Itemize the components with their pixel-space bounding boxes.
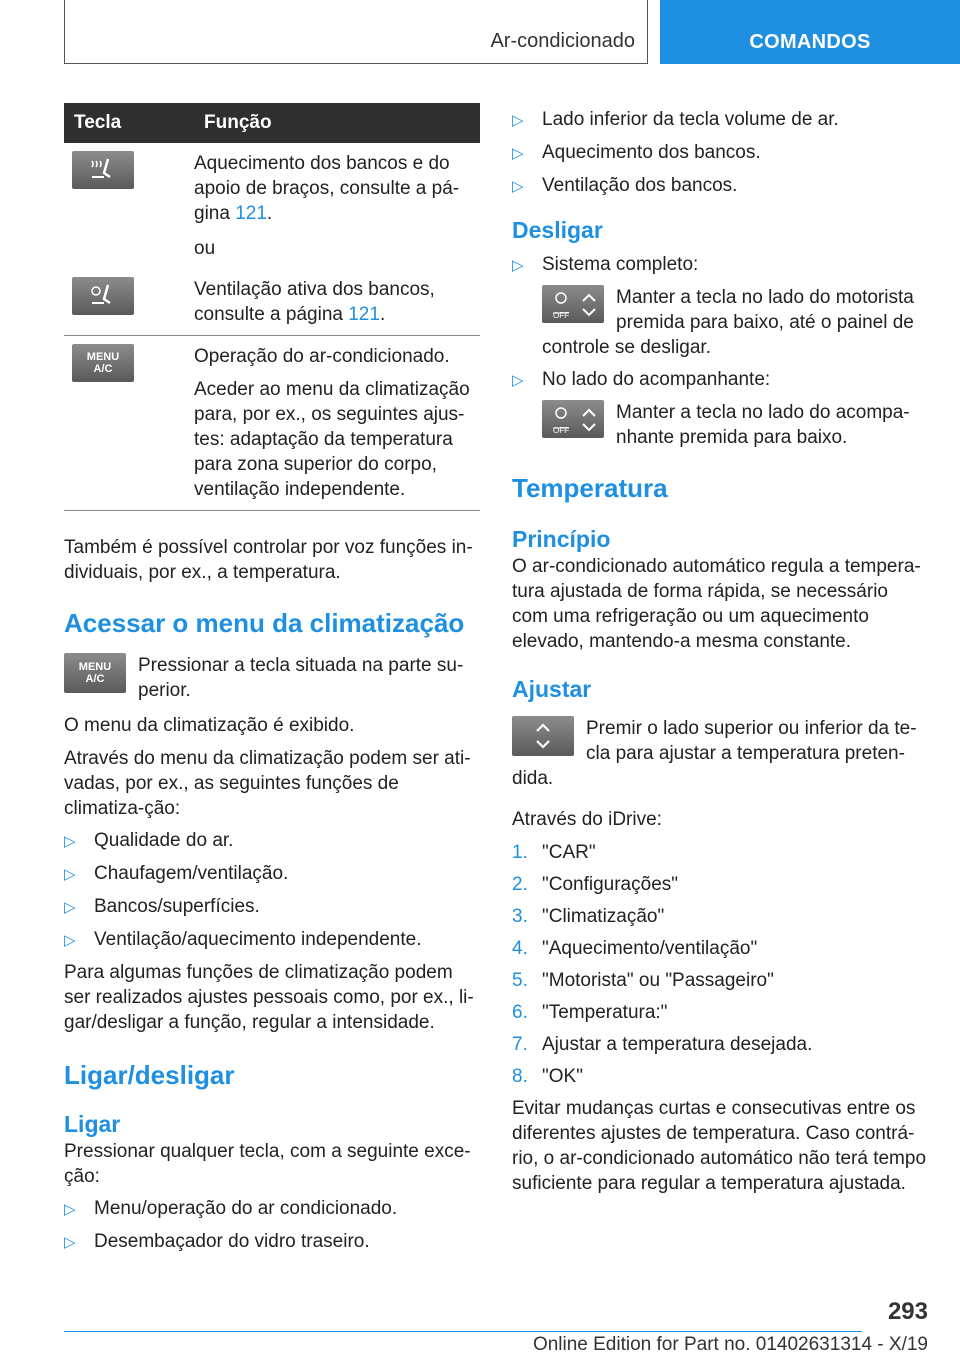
list-item: ▷ Ventilação dos bancos. [512,175,738,196]
menu-shown-text: O menu da climatização é exibido. [64,715,355,736]
page-number: 293 [887,1298,928,1325]
list-item: ▷ Sistema completo: [512,254,699,275]
seat-ventilation-key-icon [72,277,134,315]
ac-operation-text: Operação do ar-condicionado. [194,346,450,367]
menu-ac-key-icon: MENU A/C [72,344,134,382]
seat-ventilation-text: Ventilação ativa dos bancos, consulte a página 121. [194,279,435,325]
or-text: ou [194,238,216,259]
page-link-121[interactable]: 121 [235,203,267,224]
on-text: Pressionar qualquer tecla, com a seguinte exce-ção: [64,1141,471,1187]
ac-menu-text: Aceder ao menu da climatização para, por ex., os seguintes ajus-tes: adaptação da temperatura para zona superior do corpo, ventilação independente. [194,379,470,500]
header-section-title: Ar-condicionado [490,30,635,52]
header-section-box [64,0,648,64]
list-item: ▷ Chaufagem/ventilação. [64,863,289,884]
list-item: 4. "Aquecimento/ventilação" [512,938,758,959]
heading-adjust: Ajustar [512,676,592,702]
menu-functions-list [64,828,480,953]
system-off-instruction: OFF Manter a tecla no lado do motorista premida para baixo, até o painel de controle se desligar. [542,287,914,358]
svg-text:OFF: OFF [553,311,569,320]
avoid-changes-text: Evitar mudanças curtas e consecutivas entre os diferentes ajustes de temperatura. Caso contrá-rio, o ar-condicionado automático não terá tempo suficiente para regular a temperatura ajustada. [512,1098,927,1194]
list-item: 1. "CAR" [512,842,596,863]
menu-key-instruction: MENU A/C Pressionar a tecla situada na parte su-perior. [64,653,480,703]
heading-temperature: Temperatura [512,473,668,503]
idrive-steps-list [512,840,928,1089]
temperature-up-down-key-icon [512,716,574,756]
heading-off: Desligar [512,217,603,243]
heading-on: Ligar [64,1111,121,1137]
list-item: 5. "Motorista" ou "Passageiro" [512,970,774,991]
right-column [512,100,928,1196]
adjust-instruction: Premir o lado superior ou inferior da te-cla para ajustar a temperatura preten-dida. [512,718,917,789]
header-tab[interactable]: COMANDOS [660,0,960,64]
list-item: ▷ Bancos/superfícies. [64,896,260,917]
footer-edition: Online Edition for Part no. 01402631314 - X/19 [532,1334,928,1355]
heading-principle: Princípio [512,526,611,552]
seat-heating-text: Aquecimento dos bancos e do apoio de braços, consulte a pá-gina 121. [194,153,460,224]
list-item: 7. Ajustar a temperatura desejada. [512,1034,813,1055]
principle-text: O ar-condicionado automático regula a tempera-tura ajustada de forma rápida, se necessário com uma refrigeração ou um aquecimento elevado, mantendo-a mesma constante. [512,556,921,652]
list-item: 8. "OK" [512,1066,583,1087]
seat-heating-key-icon [72,151,134,189]
table-header-function: Função [194,103,480,143]
list-item: ▷ Menu/operação do ar condicionado. [64,1198,398,1219]
list-item: ▷ Desembaçador do vidro traseiro. [64,1231,370,1252]
fan-off-key-icon-2 [542,400,604,438]
svg-text:OFF: OFF [553,426,569,435]
menu-functions-text: Através do menu da climatização podem ser ati-vadas, por ex., as seguintes funções de climatiza-ção: [64,748,471,819]
left-column [64,103,480,1262]
list-item: 3. "Climatização" [512,906,665,927]
footer-divider [64,1331,862,1332]
passenger-off-instruction: OFF Manter a tecla no lado do acompa-nhante premida para baixo. [512,400,928,450]
page-link-121b[interactable]: 121 [348,304,380,325]
list-item: 2. "Configurações" [512,874,679,895]
list-item: ▷ No lado do acompanhante: [512,369,771,390]
list-item: ▷ Aquecimento dos bancos. [512,142,761,163]
list-item: ▷ Lado inferior da tecla volume de ar. [512,109,839,130]
key-function-table [64,103,480,511]
heading-on-off: Ligar/desligar [64,1060,235,1090]
list-item: ▷ Ventilação/aquecimento independente. [64,929,422,950]
voice-control-text: Também é possível controlar por voz funções in-dividuais, por ex., a temperatura. [64,537,473,583]
personal-settings-text: Para algumas funções de climatização podem ser realizados ajustes pessoais como, por ex., li-gar/desligar a função, regular a intensidade. [64,962,474,1033]
idrive-text: Através do iDrive: [512,809,662,830]
heading-access-menu: Acessar o menu da climatização [64,608,465,638]
list-item: 6. "Temperatura:" [512,1002,668,1023]
list-item: ▷ Qualidade do ar. [64,830,234,851]
menu-ac-key-icon-2: MENU A/C [64,653,126,693]
table-header-key: Tecla [64,103,194,143]
fan-off-key-icon [542,285,604,323]
